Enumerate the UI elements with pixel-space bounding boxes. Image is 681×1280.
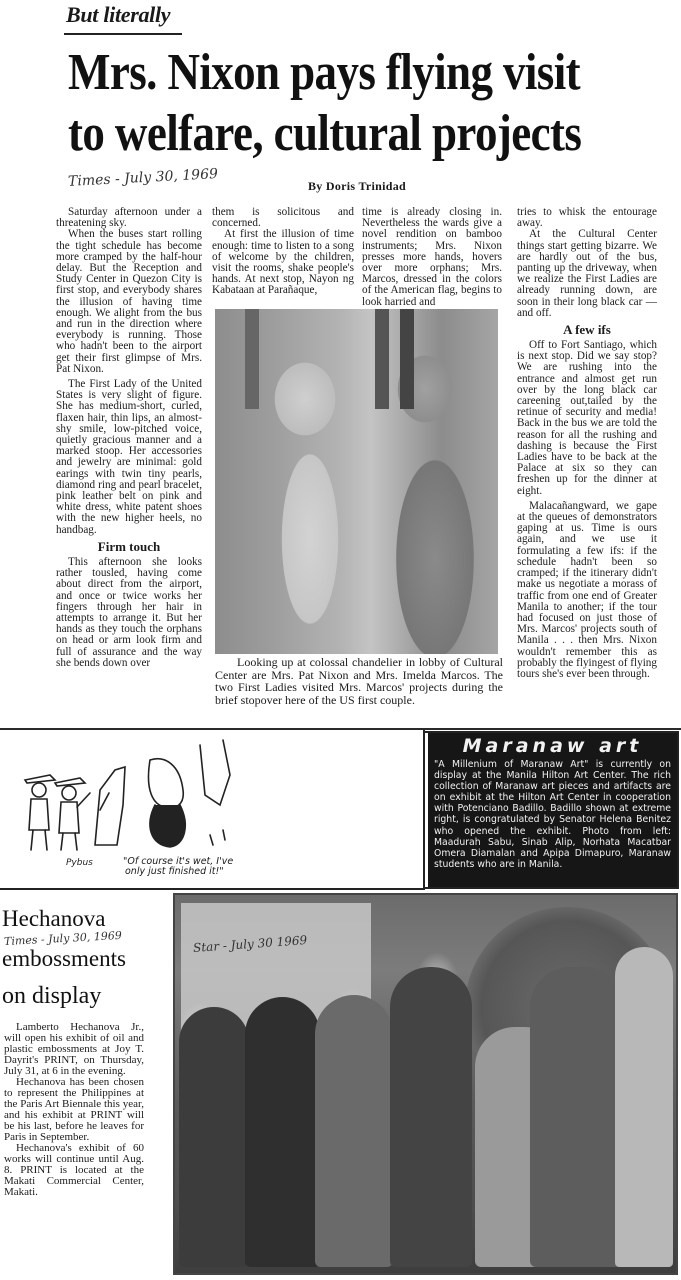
article-paragraph: When the buses start rolling the tight schedule has become more cramped by the half-hour delay. But the Reception and Study Center in Quezon City is first stop, and everybody shares the illusion of having time enough. We alight from the bus and run in the direction where everybody is running. Those who hadn't been to the airport get their first glimpse of Mrs. Pat Nixon. — [56, 228, 202, 375]
article-paragraph: Off to Fort Santiago, which is next stop. Did we say stop? We are rushing into the entrance and almost get run over by the long black car careening out,tailed by the retinue of security and media! Back in the bus we are told the reason for all the rushing and dashing is because the First Ladies have to be back at the Palace at six so they can freshen up for the dinner at eight. — [517, 339, 657, 497]
headline — [68, 42, 668, 164]
article-paragraph: Lamberto Hechanova Jr., will open his exhibit of oil and plastic embossments at Joy T. Dayrit's PRINT, on Thursday, July 31, at 6 in the evening. — [4, 1021, 144, 1077]
cartoon-caption — [123, 857, 233, 877]
maranaw-body: "A Millenium of Maranaw Art" is currently on display at the Manila Hilton Art Center. The rich collection of Maranaw art pieces and artifacts are on exhibit at the Hilton Art Center in cooperation with Potenciano Badillo. Badillo shown at extreme right, is congratulated by Senator Helena Benitez who opened the exhibit. Photo from left: Maadurah Sabu, Sinab Alip, Norhata Macatbar Omera Diamalan and Apipa Dimapuro, Maranaw students who are in Manila. — [434, 759, 671, 870]
article-paragraph: At the Cultural Center things start getting bizarre. We are hardly out of the bus, panting up the driveway, when we realize the First Ladies are already running down, are soon in their long black car — and off. — [517, 228, 657, 319]
article-column-3 — [362, 207, 502, 308]
subheading-a-few-ifs: A few ifs — [563, 322, 611, 338]
headline-line-2: to welfare, cultural projects — [68, 104, 582, 162]
article-column-2 — [212, 207, 354, 297]
photo-figure — [530, 967, 625, 1267]
photo-detail — [245, 309, 259, 409]
subheading-firm-touch: Firm touch — [97, 538, 161, 554]
article-paragraph: Hechanova has been chosen to represent the Philippines at the Paris Art Biennale this year, and his exhibit at PRINT will be his last, before he leaves for Paris in September. — [4, 1076, 144, 1143]
cartoon-signature: Pybus — [66, 858, 93, 868]
photo-figure — [315, 995, 393, 1267]
byline: By Doris Trinidad — [308, 179, 407, 193]
photo-figure — [179, 1007, 249, 1267]
article-paragraph: Hechanova's exhibit of 60 works will continue until Aug. 8. PRINT is located at the Makati Commercial Center, Makati. — [4, 1142, 144, 1198]
cartoon-illustration — [5, 735, 245, 855]
article-paragraph: This afternoon she looks rather tousled, having come about direct from the airport, and once or twice works her fingers through her hair in attempts to arrange it. But her hands as they touch the orphans on head or arm look firm and full of assurance and the way she bends down over — [56, 555, 202, 669]
article-column-1 — [56, 207, 202, 669]
article-paragraph: time is already closing in. Nevertheless the wards give a novel rendition on bamboo instruments; Mrs. Nixon presses more hands, hovers over more orphans; Mrs. Marcos, dressed in the colors of the American flag, begins to look harried and — [362, 206, 502, 308]
photo-figure — [615, 947, 673, 1267]
article-column-4 — [517, 207, 657, 680]
cartoon-caption-line-2: only just finished it!" — [125, 866, 224, 877]
article-paragraph: Saturday afternoon under a threatening sky. — [56, 206, 202, 230]
article-paragraph: The First Lady of the United States is very slight of figure. She has medium-short, curled, flaxen hair, thin lips, an almost-shy smile, low-pitched voice, quietly gracious manner and a marked stoop. Her accessories and jewelry are minimal: gold earings with twin tiny pearls, diamond ring and pearl bracelet, pink leather belt on pink and white dress, white patent shoes with the new higher heels, no handbag. — [56, 378, 202, 536]
hechanova-headline-line-1: Hechanova — [2, 906, 106, 931]
cartoon-caption-line-1: "Of course it's wet, I've — [123, 856, 234, 867]
photo-figure — [245, 997, 320, 1267]
article-paragraph: tries to whisk the entourage away. — [517, 206, 657, 230]
hechanova-headline-line-3: on display — [2, 983, 102, 1009]
headline-line-1: Mrs. Nixon pays flying visit — [68, 43, 580, 101]
photo-detail — [375, 309, 389, 409]
kicker-rule — [64, 33, 182, 35]
hechanova-body — [4, 1022, 144, 1198]
handwritten-date-2: Times - July 30, 1969 — [3, 928, 123, 949]
photo-handwritten-note: Star - July 30 1969 — [192, 933, 308, 955]
article-paragraph: At first the illusion of time enough: time to listen to a song of welcome by the children, visit the rooms, shake people's hands. At next stop, Nayon ng Kabataan at Parañaque, — [212, 228, 354, 297]
photo-maranaw-exhibit — [173, 893, 678, 1275]
photo-figure — [390, 967, 472, 1267]
photo-detail — [400, 309, 414, 409]
kicker-label: But literally — [66, 2, 171, 27]
maranaw-art-box — [425, 733, 677, 887]
handwritten-date: Times - July 30, 1969 — [67, 166, 219, 190]
photo-first-ladies — [215, 309, 498, 654]
photo-caption: Looking up at colossal chandelier in lobby of Cultural Center are Mrs. Pat Nixon and Mrs. Imelda Marcos. The two First Ladies visited Mrs. Marcos' projects during the brief stopover here of the US first couple. — [215, 655, 503, 707]
article-paragraph: them is solicitous and concerned. — [212, 206, 354, 230]
hechanova-headline-line-2: embossments — [2, 946, 126, 971]
maranaw-title: Maranaw art — [462, 735, 643, 757]
article-paragraph: Malacañangward, we gape at the queues of demonstrators gaping at us. Time is ours again, and we use it formulating a few ifs: if the schedule hadn't been so cramped; if the itinerary didn't make us negotiate a morass of traffic from one end of Greater Manila to another; if the tour had focused on just those of Mrs. Marcos' projects south of Manila . . . then Mrs. Nixon wouldn't remember this as probably the flyingest of flying tours she's ever been through. — [517, 499, 657, 680]
